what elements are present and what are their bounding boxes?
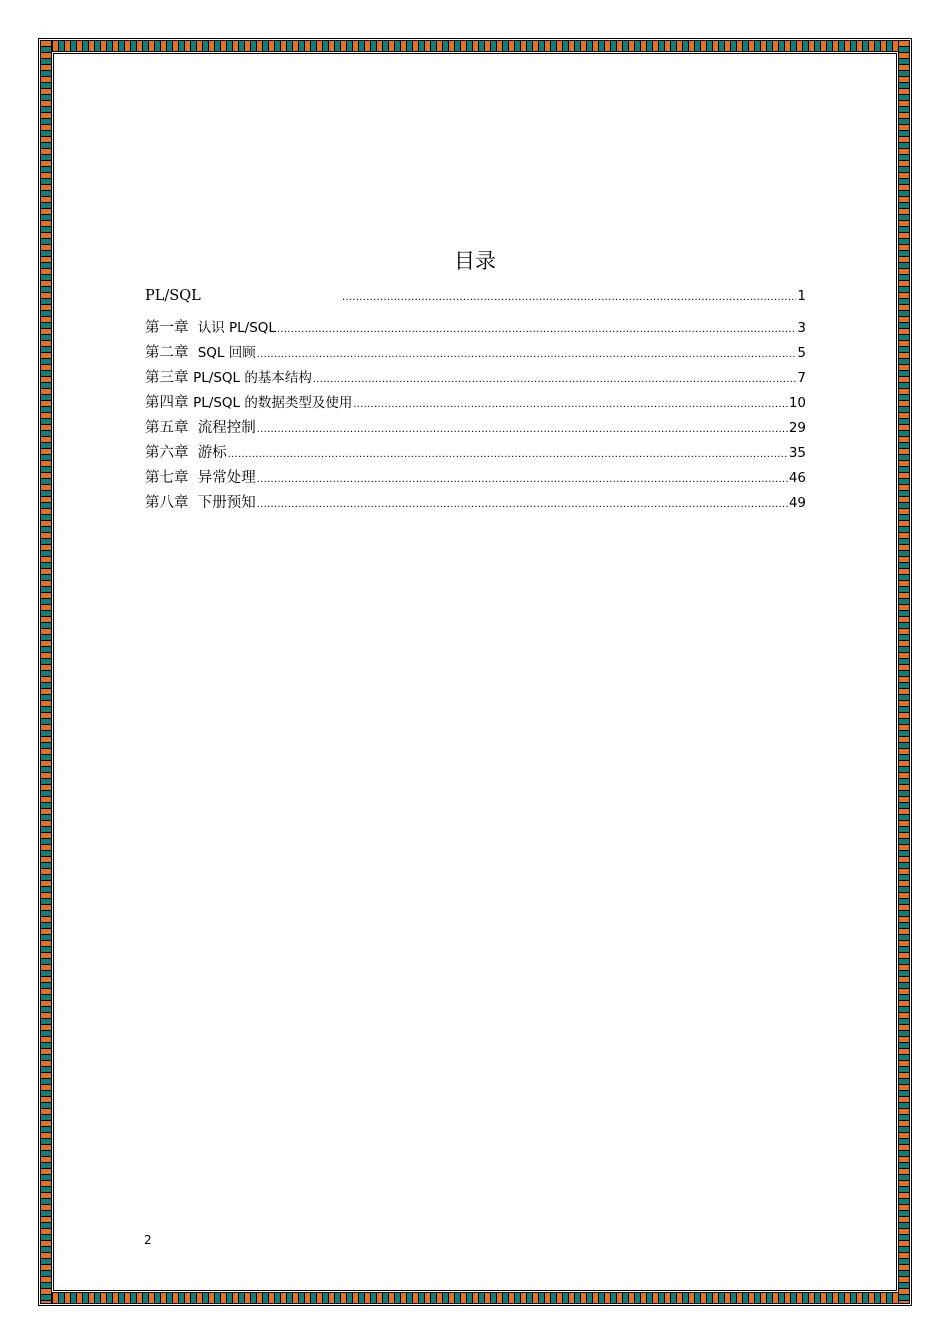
toc-entry-title: PL/SQL	[145, 288, 201, 304]
toc-entry-page: 46	[788, 470, 806, 486]
toc-entry-page: 10	[788, 395, 806, 411]
toc-entry-title: 流程控制	[197, 420, 256, 436]
decorative-border-top	[40, 40, 910, 52]
toc-leader-dots	[257, 473, 788, 485]
toc-entry-page: 49	[788, 495, 806, 511]
toc-entry-label	[145, 366, 312, 387]
toc-entry-title: SQL 回顾	[197, 345, 256, 361]
toc-leader-dots	[257, 423, 788, 435]
toc-entry-chapter: 第五章	[145, 420, 189, 436]
toc-entry[interactable]	[145, 341, 806, 366]
toc-entry-label	[145, 316, 276, 337]
toc-entry-page: 35	[788, 445, 806, 461]
toc-entry-title: PL/SQL 的基本结构	[193, 370, 312, 386]
toc-entry-title: 认识 PL/SQL	[197, 320, 276, 336]
decorative-border-right	[898, 40, 910, 1304]
toc-leader-dots	[342, 291, 796, 303]
toc-leader-dots	[257, 348, 797, 360]
toc-entry-label	[145, 491, 256, 512]
toc-entry[interactable]	[145, 288, 806, 316]
toc-entry[interactable]	[145, 391, 806, 416]
toc-entry[interactable]	[145, 466, 806, 491]
toc-entry-label	[145, 466, 256, 487]
toc-entry-page: 3	[797, 320, 806, 336]
toc-entry[interactable]	[145, 366, 806, 391]
toc-entry-label	[145, 416, 256, 437]
toc-entry-label	[145, 341, 256, 362]
toc-entry-page: 5	[797, 345, 806, 361]
toc-entry-chapter: 第七章	[145, 470, 189, 486]
decorative-border-bottom	[40, 1292, 910, 1304]
page-number: 2	[144, 1233, 152, 1247]
toc-entry-page: 1	[797, 288, 806, 304]
content-frame	[53, 53, 897, 1291]
toc-entry-chapter: 第四章	[145, 395, 189, 411]
toc-entry-title: 异常处理	[197, 470, 256, 486]
toc-entry[interactable]	[145, 491, 806, 516]
toc-entry-title: 下册预知	[197, 495, 256, 511]
toc-entry-page: 29	[788, 420, 806, 436]
toc-title: 目录	[454, 249, 496, 273]
toc-entry-chapter: 第六章	[145, 445, 189, 461]
toc-leader-dots	[228, 448, 788, 460]
toc-entry-page: 7	[797, 370, 806, 386]
toc-entry-chapter: 第八章	[145, 495, 189, 511]
toc-leader-dots	[277, 323, 796, 335]
toc-entry-chapter: 第三章	[145, 370, 189, 386]
decorative-border-left	[40, 40, 52, 1304]
toc-leader-dots	[353, 398, 787, 410]
toc-entry-chapter: 第二章	[145, 345, 189, 361]
toc-leader-dots	[313, 373, 797, 385]
toc-entry[interactable]	[145, 441, 806, 466]
toc-entry[interactable]	[145, 416, 806, 441]
toc-entry-title: PL/SQL 的数据类型及使用	[193, 395, 353, 411]
toc-leader-dots	[257, 498, 788, 510]
toc-entry-label	[145, 391, 352, 412]
toc-entry-title: 游标	[197, 445, 227, 461]
toc-entry[interactable]	[145, 316, 806, 341]
toc-entry-label	[145, 441, 227, 462]
toc-list	[145, 288, 806, 516]
toc-entry-chapter: 第一章	[145, 320, 189, 336]
